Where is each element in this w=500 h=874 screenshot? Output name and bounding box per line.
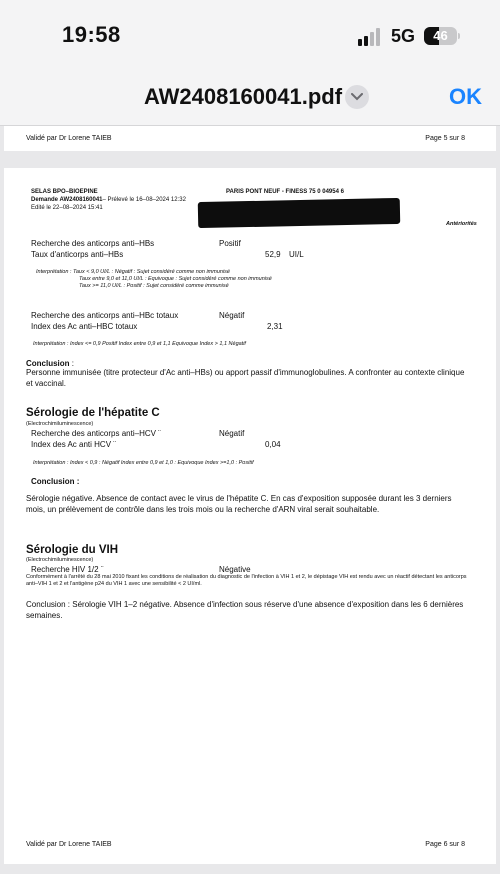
- redaction-block: [198, 198, 401, 228]
- hbs-rate-label: Taux d'anticorps anti–HBs: [31, 250, 124, 259]
- page5-validated-by: Validé par Dr Lorene TAIEB: [26, 135, 112, 142]
- battery-icon: [424, 27, 457, 45]
- document-title[interactable]: AW2408160041.pdf: [143, 84, 343, 109]
- request-line: [31, 197, 186, 203]
- hepb-conclusion-title: Conclusion :: [26, 359, 75, 368]
- page6-page-number: Page 6 sur 8: [425, 841, 465, 848]
- lab-name: SELAS BPO–BIOEPINE: [31, 189, 98, 195]
- hbs-interpretation-2: Taux entre 9,0 et 11,0 UI/L : Equivoque : Sujet considéré comme non immunisé: [79, 276, 272, 282]
- edited-date: Edité le 22–08–2024 15:41: [31, 205, 103, 211]
- hbc-index-value: 2,31: [267, 322, 283, 331]
- ok-button[interactable]: OK: [449, 84, 482, 109]
- hcv-search-label: Recherche des anticorps anti–HCV ¨: [31, 429, 161, 438]
- hbc-search-result: Négatif: [219, 311, 245, 320]
- pdf-page-5: [4, 126, 496, 151]
- network-type: 5G: [391, 26, 416, 46]
- status-time: 19:58: [62, 22, 121, 47]
- anteriorites-label: Antériorités: [446, 221, 477, 227]
- hiv-section-title: Sérologie du VIH: [26, 544, 119, 556]
- hbs-search-label: Recherche des anticorps anti–HBs: [31, 239, 155, 248]
- hbc-index-label: Index des Ac anti–HBC totaux: [31, 322, 138, 331]
- request-id: Demande AW2408160041: [31, 197, 103, 203]
- page6-validated-by: Validé par Dr Lorene TAIEB: [26, 841, 112, 848]
- hcv-conclusion-text: Sérologie négative. Absence de contact avec le virus de l'hépatite C. En cas d'exposition supposée durant les 3 derniers mois, un prélèvement de contrôle dans les trois mois ou la recherche d'ARN viral serait souhaitable.: [26, 494, 452, 514]
- hbs-search-result: Positif: [219, 239, 241, 248]
- request-detail: – Prélevé le 16–08–2024 12:32: [102, 197, 186, 203]
- title-menu-chevron-icon[interactable]: [345, 85, 369, 109]
- hcv-interpretation: Interprétation : Index < 0,9 : Négatif Index entre 0,9 et 1,0 : Equivoque Index >=1,0 : Positif: [33, 460, 254, 466]
- hiv-regulatory-note: Conformément à l'arrêté du 28 mai 2010 fixant les conditions de réalisation du diagnostic de l'infection à VIH 1 et 2, le dépistage VIH est rendu avec un réactif détectant les anticorps anti–VIH 1 et 2 et l'antigène p24 du VIH 1 avec une sensibilité < 2 UI/ml.: [26, 574, 467, 587]
- hbc-interpretation: Interprétation : Index <= 0,9 Positif Index entre 0,9 et 1,1 Equivoque Index > 1,1 Négatif: [33, 341, 246, 347]
- hiv-search-result: Négative: [219, 565, 251, 574]
- hcv-conclusion-title: Conclusion :: [31, 477, 80, 486]
- hiv-search-label: Recherche HIV 1/2 ¨: [31, 565, 104, 574]
- battery-cap: [458, 33, 460, 39]
- lab-site: PARIS PONT NEUF - FINESS 75 0 04954 6: [226, 189, 344, 195]
- hcv-search-result: Négatif: [219, 429, 245, 438]
- hbs-interpretation-1: Interprétation : Taux < 9,0 UI/L : Négatif : Sujet considéré comme non immunisé: [36, 269, 230, 275]
- hcv-section-title: Sérologie de l'hépatite C: [26, 407, 160, 419]
- hbs-rate-value: 52,9: [265, 250, 281, 259]
- hepb-conclusion-text: Personne immunisée (titre protecteur d'Ac anti–HBs) ou apport passif d'immunoglobulines. A confronter au contexte clinique et vaccinal.: [26, 368, 465, 388]
- hiv-method: (Electrochimiluminescence): [26, 557, 94, 563]
- hbc-search-label: Recherche des anticorps anti–HBc totaux: [31, 311, 179, 320]
- hiv-conclusion-text: Conclusion : Sérologie VIH 1–2 négative. Absence d'infection sous réserve d'une absence d'exposition dans les 6 dernières semaines.: [26, 600, 464, 620]
- battery-percent: 46: [433, 28, 448, 43]
- signal-icon: [358, 28, 384, 46]
- hcv-index-value: 0,04: [265, 440, 281, 449]
- viewer-bottom-edge: [0, 866, 500, 874]
- pdf-page-6: [4, 168, 496, 864]
- status-bar: [0, 0, 500, 62]
- page5-page-number: Page 5 sur 8: [425, 135, 465, 142]
- viewer-nav-bar: [0, 62, 500, 126]
- hcv-method: (Electrochimiluminescence): [26, 421, 94, 427]
- hbs-rate-unit: UI/L: [289, 250, 304, 259]
- hcv-index-label: Index des Ac anti HCV ¨: [31, 440, 116, 449]
- hbs-interpretation-3: Taux >= 11,0 UI/L : Positif : Sujet considéré comme immunisé: [79, 283, 229, 289]
